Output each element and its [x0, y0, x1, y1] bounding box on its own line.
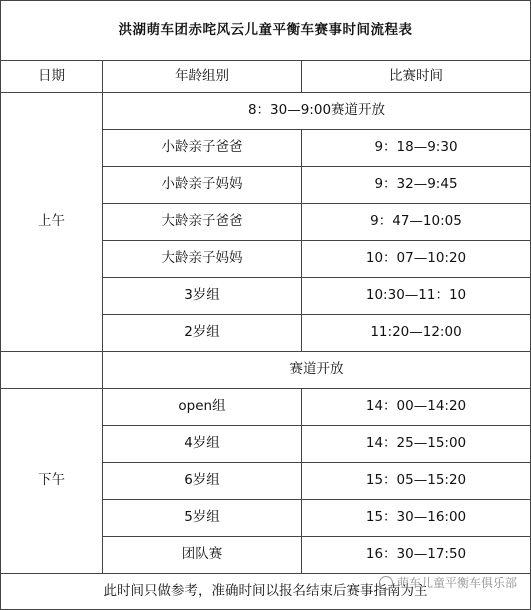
time-cell: 9：47—10:05: [302, 204, 531, 241]
break-empty-cell: [1, 352, 103, 389]
header-time: 比赛时间: [302, 61, 531, 93]
watermark: [379, 574, 517, 591]
note-text: 此时间只做参考，准确时间以报名结束后赛事指南为主: [1, 574, 531, 610]
wechat-icon: [379, 576, 393, 590]
age-group-cell: 团队赛: [103, 537, 302, 574]
time-cell: 15：05—15:20: [302, 463, 531, 500]
header-date: 日期: [1, 61, 103, 93]
morning-opening-row: [1, 93, 531, 130]
morning-opening: 8：30—9:00赛道开放: [103, 93, 531, 130]
time-cell: 14：00—14:20: [302, 389, 531, 426]
table-row: [1, 389, 531, 426]
age-group-cell: 大龄亲子爸爸: [103, 204, 302, 241]
age-group-cell: 3岁组: [103, 278, 302, 315]
break-label: 赛道开放: [103, 352, 531, 389]
time-cell: 9：32—9:45: [302, 167, 531, 204]
age-group-cell: 大龄亲子妈妈: [103, 241, 302, 278]
age-group-cell: 小龄亲子妈妈: [103, 167, 302, 204]
time-cell: 16：30—17:50: [302, 537, 531, 574]
time-cell: 14：25—15:00: [302, 426, 531, 463]
age-group-cell: 4岁组: [103, 426, 302, 463]
page-title: 洪湖萌车团赤咤风云儿童平衡车赛事时间流程表: [1, 1, 531, 61]
morning-label: 上午: [1, 93, 103, 352]
break-row: [1, 352, 531, 389]
watermark-text: 萌车儿童平衡车俱乐部: [396, 576, 517, 590]
age-group-cell: open组: [103, 389, 302, 426]
header-row: [1, 61, 531, 93]
age-group-cell: 5岁组: [103, 500, 302, 537]
afternoon-label: 下午: [1, 389, 103, 574]
age-group-cell: 小龄亲子爸爸: [103, 130, 302, 167]
time-cell: 15：30—16:00: [302, 500, 531, 537]
time-cell: 10:30—11：10: [302, 278, 531, 315]
time-cell: 9：18—9:30: [302, 130, 531, 167]
time-cell: 11:20—12:00: [302, 315, 531, 352]
age-group-cell: 6岁组: [103, 463, 302, 500]
time-cell: 10：07—10:20: [302, 241, 531, 278]
age-group-cell: 2岁组: [103, 315, 302, 352]
header-age-group: 年龄组别: [103, 61, 302, 93]
